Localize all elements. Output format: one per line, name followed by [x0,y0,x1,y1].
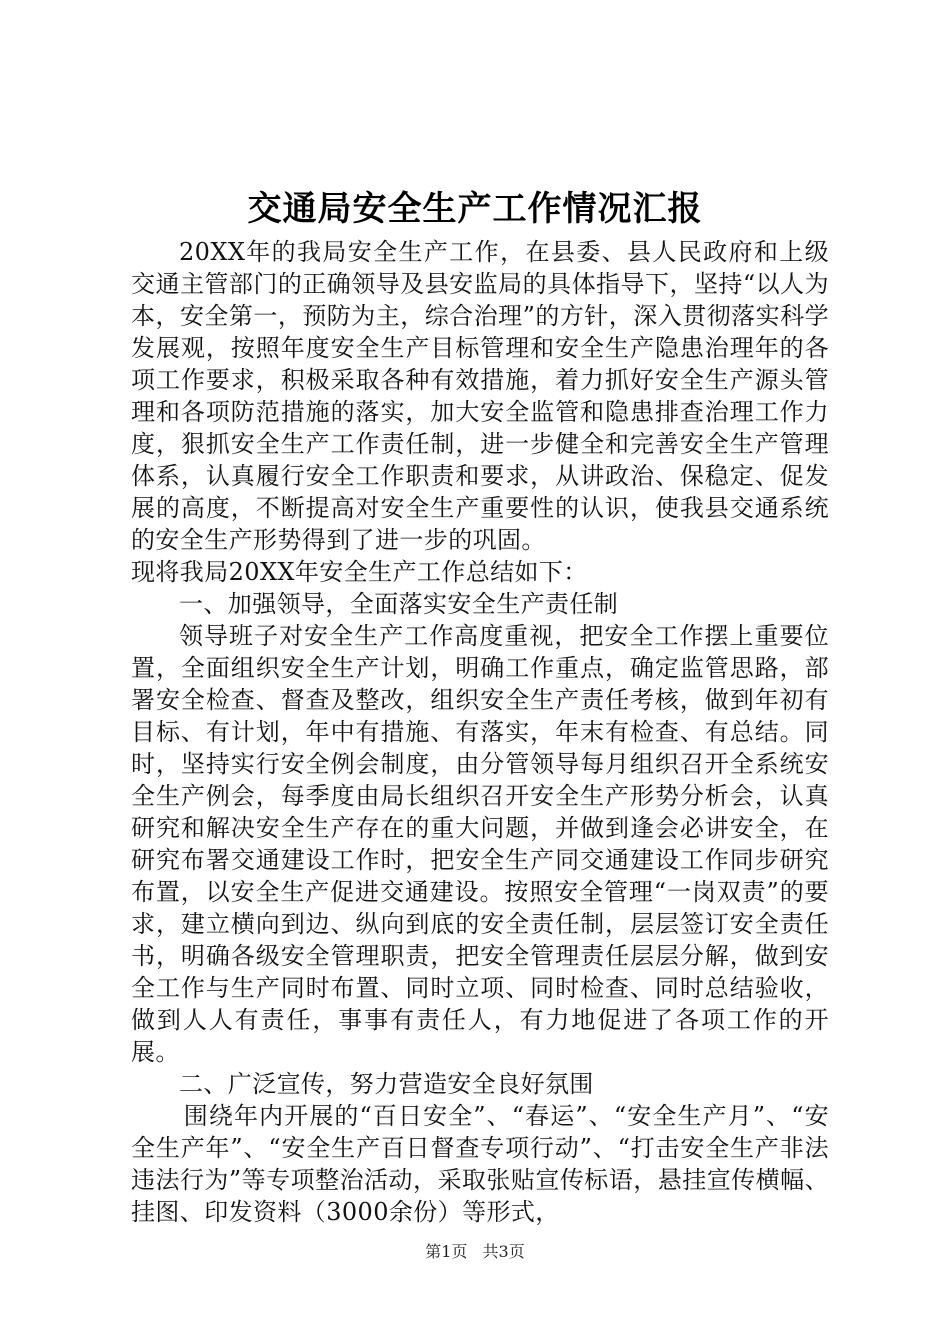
section-heading-2: 二、广泛宣传，努力营造安全良好氛围 [179,1070,594,1098]
section-heading-1: 一、加强领导，全面落实安全生产责任制 [179,590,619,618]
paragraph-section-1: 领导班子对安全生产工作高度重视，把安全工作摆上重要位置，全面组织安全生产计划，明确工作重点，确定监管思路，部署安全检查、督查及整改，组织安全生产责任考核，做到年初有目标、有计划，年中有措施、有落实，年末有检查、有总结。同时，坚持实行安全例会制度，由分管领导每月组织召开全系统安全生产例会，每季度由局长组织召开安全生产形势分析会，认真研究和解决安全生产存在的重大问题，并做到逢会必讲安全，在研究布署交通建设工作时，把安全生产同交通建设工作同步研究布置，以安全生产促进交通建设。按照安全管理“一岗双责”的要求，建立横向到边、纵向到底的安全责任制，层层签订安全责任书，明确各级安全管理职责，把安全管理责任层层分解，做到安全工作与生产同时布置、同时立项、同时检查、同时总结验收，做到人人有责任，事事有责任人，有力地促进了各项工作的开展。 [131,622,829,1066]
paragraph-section-2: 围绕年内开展的“百日安全”、“春运”、“安全生产月”、“安全生产年”、“安全生产百日督查专项行动”、“打击安全生产非法违法行为”等专项整治活动，采取张贴宣传标语，悬挂宣传横幅、挂图、印发资料（3000余份）等形式， [131,1102,829,1226]
page-footer [0,1242,950,1262]
paragraph-intro: 20XX年的我局安全生产工作，在县委、县人民政府和上级交通主管部门的正确领导及县安监局的具体指导下，坚持“以人为本，安全第一，预防为主，综合治理”的方针，深入贯彻落实科学发展观，按照年度安全生产目标管理和安全生产隐患治理年的各项工作要求，积极采取各种有效措施，着力抓好安全生产源头管理和各项防范措施的落实，加大安全监管和隐患排查治理工作力度，狠抓安全生产工作责任制，进一步健全和完善安全生产管理体系，认真履行安全工作职责和要求，从讲政治、保稳定、促发展的高度，不断提高对安全生产重要性的认识，使我县交通系统的安全生产形势得到了进一步的巩固。 [131,238,829,554]
document-body [131,236,829,1228]
paragraph-summary-lead: 现将我局20XX年安全生产工作总结如下： [131,558,588,586]
page-number-total: 共3页 [482,1242,525,1261]
page-number-current: 第1页 [425,1242,468,1261]
document-title: 交通局安全生产工作情况汇报 [247,189,703,229]
